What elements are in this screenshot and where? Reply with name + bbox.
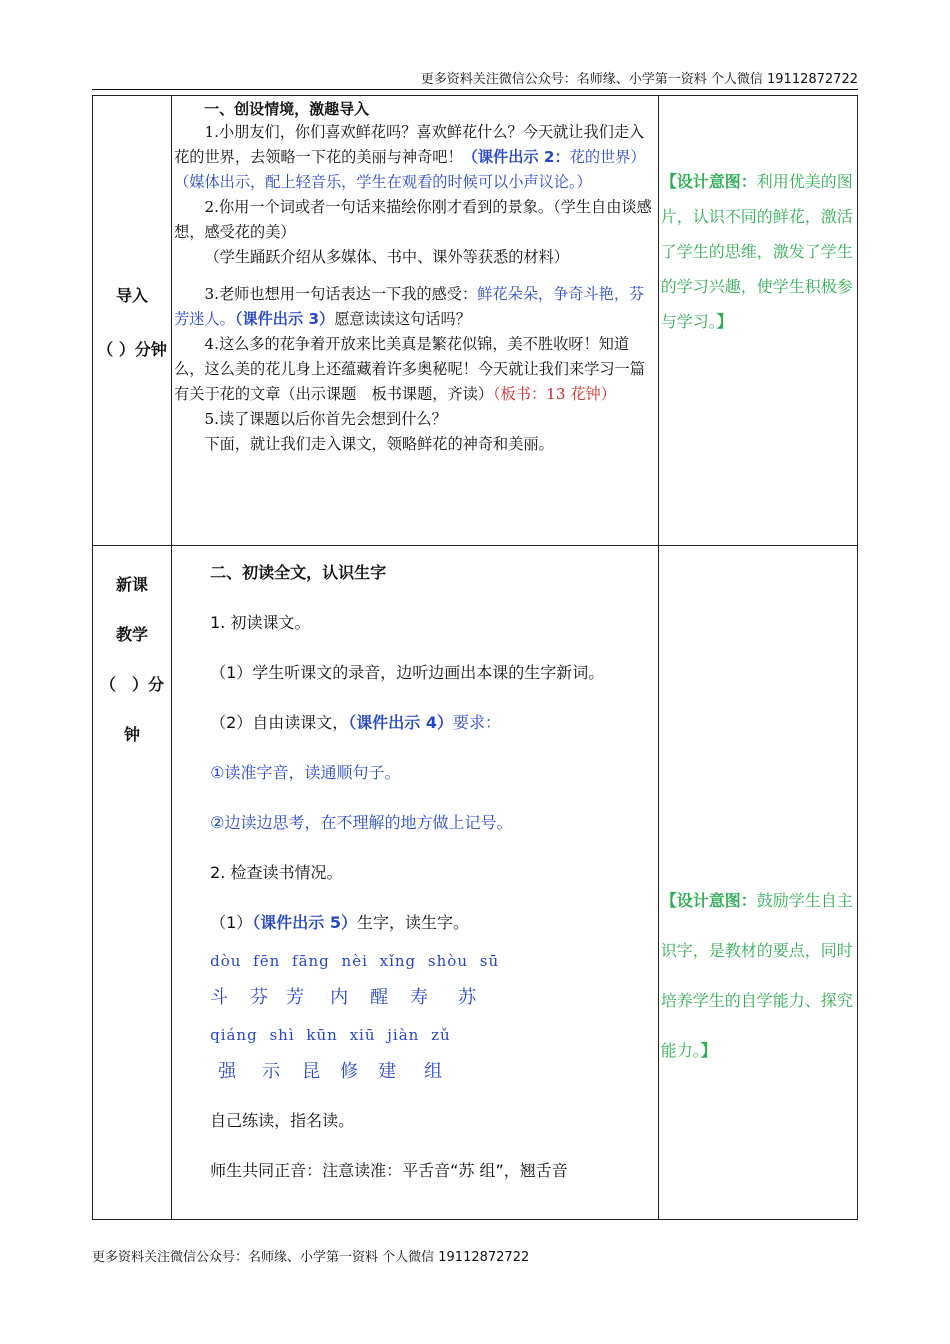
lesson-plan-table: [92, 95, 858, 1220]
requirement-1: ①读准字音，读通顺句子。: [210, 763, 401, 782]
step-1: 1. 初读课文。: [210, 613, 311, 632]
step-2-1: （1）（课件出示 5）生字，读生字。: [210, 913, 470, 932]
intro-minutes-label: （ ）分钟: [97, 340, 167, 359]
new-lesson-intent-cell: [658, 546, 857, 1220]
vocabulary-character: 芳: [286, 987, 307, 1008]
intro-paragraph-6: 下面，就让我们走入课文，领略鲜花的神奇和美丽。: [204, 435, 554, 453]
new-lesson-label-1: 新课: [116, 575, 149, 594]
intro-heading: 一、创设情境，激趣导入: [204, 100, 370, 118]
intro-paragraph-2: 2.你用一个词或者一句话来描绘你刚才看到的景象。（学生自由谈感想，感受花的美）: [174, 198, 652, 241]
intro-content-cell: [172, 96, 659, 546]
table-row-intro: [93, 96, 858, 546]
new-lesson-content-cell: [172, 546, 659, 1220]
step-1-1: （1）学生听课文的录音，边听边画出本课的生字新词。: [210, 663, 605, 682]
vocabulary-character: 芬: [250, 987, 271, 1008]
vocabulary-character: 组: [424, 1061, 445, 1082]
new-lesson-label-cell: [93, 546, 172, 1220]
vocabulary-character: 强: [218, 1061, 239, 1082]
characters-row-2: [172, 1048, 658, 1096]
intro-paragraph-3: 3.老师也想用一句话表达一下我的感受：鲜花朵朵，争奇斗艳，芬芳迷人。（课件出示 3）愿意读读这句话吗？: [174, 285, 645, 328]
intro-paragraph-1: 1.小朋友们，你们喜欢鲜花吗？喜欢鲜花什么？今天就让我们走入花的世界，去领略一下花的美丽与神奇吧！（课件出示 2：花的世界）（媒体出示，配上轻音乐，学生在观看的时候可以小声议论。）: [174, 123, 646, 191]
vocabulary-character: 修: [340, 1061, 361, 1082]
header-divider: [92, 89, 858, 90]
intro-design-intent: 【设计意图：利用优美的图片，认识不同的鲜花，激活了学生的思维，激发了学生的学习兴趣，使学生积极参与学习。】: [660, 172, 853, 331]
requirement-2: ②边读边思考，在不理解的地方做上记号。: [210, 813, 513, 832]
characters-row-1: [172, 974, 658, 1022]
intro-intent-cell: [658, 96, 857, 546]
page-footer: 更多资料关注微信公众号：名师缘、小学第一资料 个人微信 19112872722: [92, 1250, 530, 1265]
new-lesson-label-4: 钟: [124, 725, 141, 744]
step-1-2: （2）自由读课文，（课件出示 4）要求：: [210, 713, 502, 732]
step-2: 2. 检查读书情况。: [210, 863, 343, 882]
pinyin-row-1: dòu fēn fāng nèi xǐng shòu sū: [210, 952, 500, 970]
vocabulary-character: 建: [378, 1061, 399, 1082]
vocabulary-character: 醒: [370, 987, 391, 1008]
vocabulary-character: 示: [262, 1061, 283, 1082]
intro-label: 导入: [116, 286, 149, 305]
intro-paragraph-2b: （学生踊跃介绍从多媒体、书中、课外等获悉的材料）: [204, 248, 569, 266]
page-header: 更多资料关注微信公众号：名师缘、小学第一资料 个人微信 19112872722: [420, 72, 858, 87]
pinyin-row-2: qiáng shì kūn xiū jiàn zǔ: [210, 1026, 451, 1044]
intro-paragraph-5: 5.读了课题以后你首先会想到什么？: [204, 410, 447, 428]
pronunciation-correction: 师生共同正音：注意读准：平舌音“苏 组”，翘舌音: [210, 1161, 568, 1180]
vocabulary-character: 昆: [302, 1061, 323, 1082]
new-lesson-design-intent: 【设计意图：鼓励学生自主识字，是教材的要点，同时培养学生的自学能力、探究能力。】: [660, 891, 853, 1060]
vocabulary-character: 苏: [458, 987, 479, 1008]
vocabulary-character: 斗: [210, 987, 231, 1008]
new-lesson-heading: 二、初读全文，认识生字: [210, 563, 387, 582]
intro-label-cell: [93, 96, 172, 546]
vocabulary-character: 寿: [410, 987, 431, 1008]
practice-reading: 自己练读，指名读。: [210, 1111, 355, 1130]
new-lesson-label-2: 教学: [116, 625, 149, 644]
new-lesson-label-3: （ ）分: [100, 675, 165, 694]
table-row-new-lesson: [93, 546, 858, 1220]
intro-paragraph-4: 4.这么多的花争着开放来比美真是繁花似锦，美不胜收呀！知道么，这么美的花儿身上还蕴藏着许多奥秘呢！今天就让我们来学习一篇有关于花的文章（出示课题 板书课题，齐读）（板书：13 花钟）: [174, 335, 645, 403]
vocabulary-character: 内: [330, 987, 351, 1008]
